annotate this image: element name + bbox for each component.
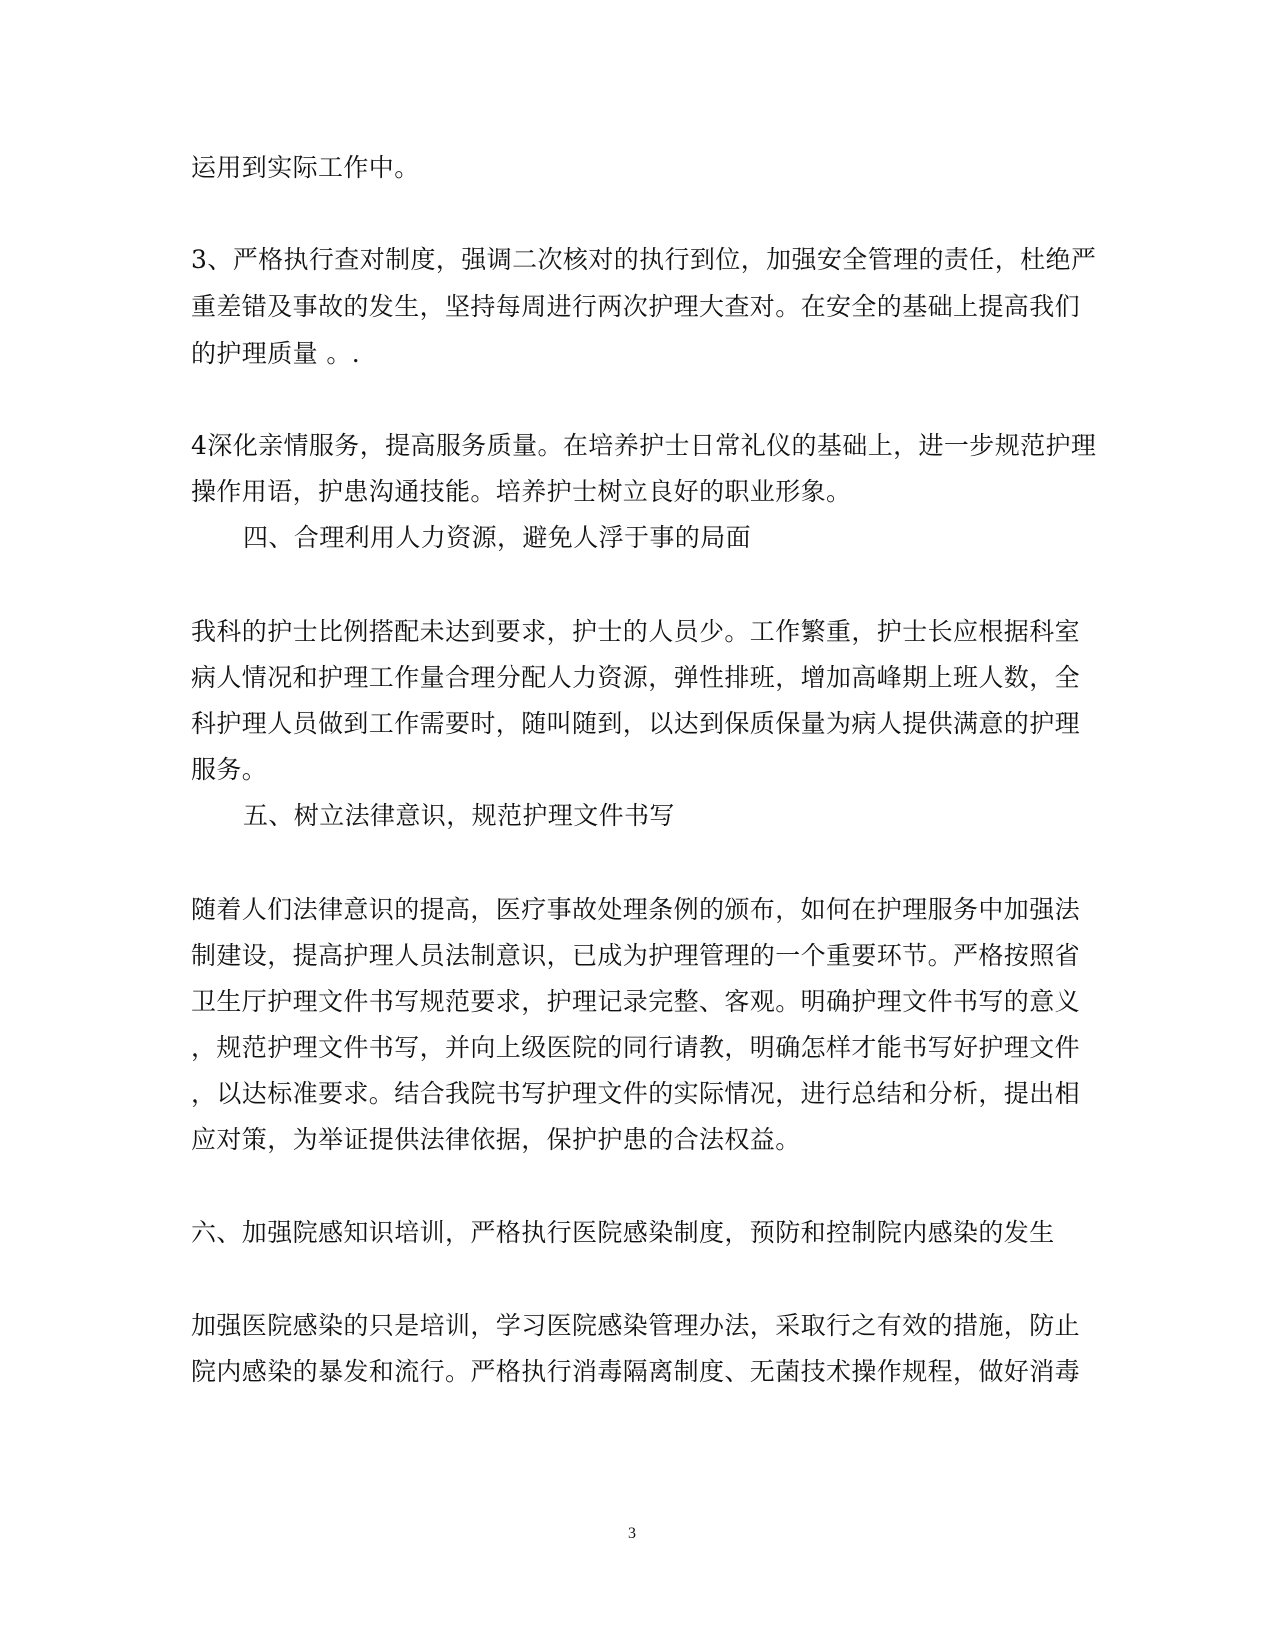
section-heading: 四、合理利用人力资源，避免人浮于事的局面 [243, 523, 752, 552]
text-line: 运用到实际工作中。 [191, 153, 420, 182]
page-number: 3 [628, 1525, 636, 1542]
section-heading: 五、树立法律意识，规范护理文件书写 [243, 801, 675, 830]
text-line: 应对策，为举证提供法律依据，保护护患的合法权益。 [191, 1125, 801, 1154]
text-line: 重差错及事故的发生，坚持每周进行两次护理大查对。在安全的基础上提高我们 [191, 292, 1081, 321]
text-line: 加强医院感染的只是培训，学习医院感染管理办法，采取行之有效的措施，防止 [191, 1311, 1081, 1340]
text-line: 病人情况和护理工作量合理分配人力资源，弹性排班，增加高峰期上班人数，全 [191, 663, 1081, 692]
text-line: 服务。 [191, 755, 268, 784]
text-line: ，以达标准要求。结合我院书写护理文件的实际情况，进行总结和分析，提出相 [191, 1079, 1081, 1108]
text-line: 我科的护士比例搭配未达到要求，护士的人员少。工作繁重，护士长应根据科室 [191, 617, 1081, 646]
text-line: 的护理质量 。. [191, 339, 361, 368]
text-line: 卫生厅护理文件书写规范要求，护理记录完整、客观。明确护理文件书写的意义 [191, 987, 1081, 1016]
text-line: 3、严格执行查对制度，强调二次核对的执行到位，加强安全管理的责任，杜绝严 [191, 245, 1097, 274]
text-line: 院内感染的暴发和流行。严格执行消毒隔离制度、无菌技术操作规程，做好消毒 [191, 1357, 1081, 1386]
text-line: ，规范护理文件书写，并向上级医院的同行请教，明确怎样才能书写好护理文件 [191, 1033, 1081, 1062]
text-line: 随着人们法律意识的提高，医疗事故处理条例的颁布，如何在护理服务中加强法 [191, 895, 1081, 924]
text-line: 操作用语，护患沟通技能。培养护士树立良好的职业形象。 [191, 477, 852, 506]
text-line: 制建设，提高护理人员法制意识，已成为护理管理的一个重要环节。严格按照省 [191, 941, 1081, 970]
section-heading: 六、加强院感知识培训，严格执行医院感染制度，预防和控制院内感染的发生 [191, 1218, 1055, 1247]
text-line: 4深化亲情服务，提高服务质量。在培养护士日常礼仪的基础上，进一步规范护理 [191, 431, 1097, 460]
text-line: 科护理人员做到工作需要时，随叫随到，以达到保质保量为病人提供满意的护理 [191, 709, 1081, 738]
